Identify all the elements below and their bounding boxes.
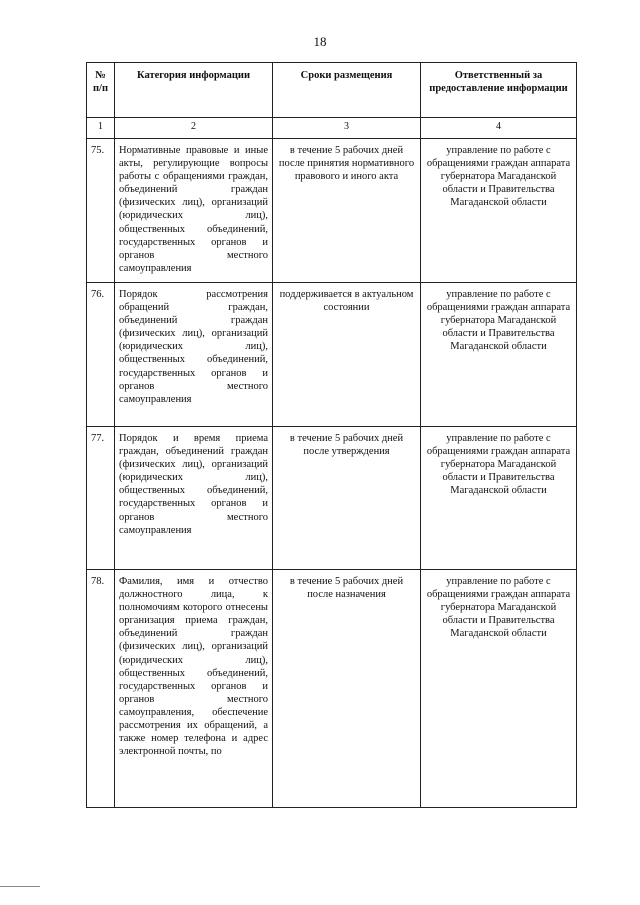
row-category: Порядок и время приема граждан, объединений граждан (физических лиц), организаций (юридических лиц), общественных объединений, государственных органов и органов местного самоуправления (115, 427, 273, 570)
header-row (87, 63, 577, 118)
row-number: 78. (87, 570, 115, 808)
row-responsible: управление по работе с обращениями граждан аппарата губернатора Магаданской области и Правительства Магаданской области (421, 570, 577, 808)
page-number: 18 (313, 34, 327, 49)
row-responsible: управление по работе с обращениями граждан аппарата губернатора Магаданской области и Правительства Магаданской области (421, 283, 577, 427)
column-index: 2 (115, 118, 273, 139)
row-number: 77. (87, 427, 115, 570)
column-index: 1 (87, 118, 115, 139)
row-term: в течение 5 рабочих дней после утверждения (273, 427, 421, 570)
header-term: Сроки размещения (273, 63, 421, 118)
row-term: в течение 5 рабочих дней после принятия нормативного правового и иного акта (273, 139, 421, 283)
row-category: Порядок рассмотрения обращений граждан, объединений граждан (физических лиц), организаций (юридических лиц), общественных объединений, государственных органов и органов местного самоуправления (115, 283, 273, 427)
table-row (87, 570, 577, 808)
column-index-row (87, 118, 577, 139)
row-term: поддерживается в актуальном состоянии (273, 283, 421, 427)
header-number: № п/п (87, 63, 115, 118)
table-row (87, 139, 577, 283)
row-category: Нормативные правовые и иные акты, регулирующие вопросы работы с обращениями граждан, объединений граждан (физических лиц), организаций (юридических лиц), общественных объединений, государственных органов и органов местного самоуправления (115, 139, 273, 283)
table-row (87, 427, 577, 570)
row-number: 75. (87, 139, 115, 283)
page-edge-mark (0, 886, 40, 887)
table-row (87, 283, 577, 427)
header-responsible: Ответственный за предоставление информации (421, 63, 577, 118)
row-category: Фамилия, имя и отчество должностного лица, к полномочиям которого отнесены организация приема граждан, объединений граждан (физических лиц), организаций (юридических лиц), общественных объединений, государственных органов и органов местного самоуправления, обеспечение рассмотрения их обращений, а также номер телефона и адрес электронной почты, по (115, 570, 273, 808)
row-responsible: управление по работе с обращениями граждан аппарата губернатора Магаданской области и Правительства Магаданской области (421, 139, 577, 283)
row-term: в течение 5 рабочих дней после назначения (273, 570, 421, 808)
column-index: 4 (421, 118, 577, 139)
row-number: 76. (87, 283, 115, 427)
information-table (86, 62, 577, 808)
row-responsible: управление по работе с обращениями граждан аппарата губернатора Магаданской области и Правительства Магаданской области (421, 427, 577, 570)
column-index: 3 (273, 118, 421, 139)
header-category: Категория информации (115, 63, 273, 118)
